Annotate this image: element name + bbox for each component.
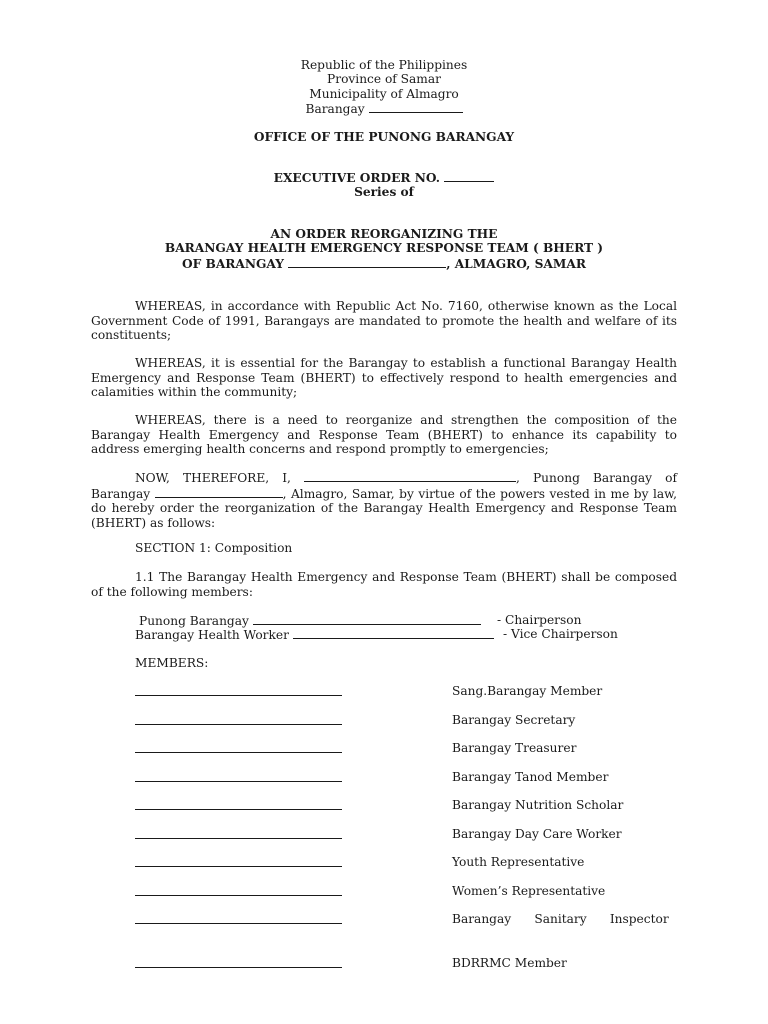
member-role: Barangay Sanitary Inspector [452, 912, 669, 926]
series-line: Series of [354, 185, 414, 199]
member-role: Barangay Treasurer [452, 741, 577, 755]
order-title-line2: BARANGAY HEALTH EMERGENCY RESPONSE TEAM ( BHERT ) [164, 241, 604, 255]
member-role: Barangay Day Care Worker [452, 827, 622, 841]
members-heading: MEMBERS: [135, 656, 209, 670]
officer-row-vice-chairperson [135, 627, 494, 643]
officer-role: - Chairperson [497, 613, 582, 627]
member-name-blank [135, 781, 342, 782]
member-role: Barangay Tanod Member [452, 770, 609, 784]
member-name-blank [135, 695, 342, 696]
now-therefore-post: , Almagro, Samar, by virtue of the powers vested in me by law, do hereby order the reorganization of the Barangay Health Emergency and Response Team (BHERT) as follows: [91, 486, 677, 530]
member-role: Youth Representative [452, 855, 585, 869]
member-name-blank [135, 724, 342, 725]
member-name-blank [135, 838, 342, 839]
barangay-name-blank [369, 101, 463, 113]
whereas-clause-2: WHEREAS, it is essential for the Barangay to establish a functional Barangay Health Emergency and Response Team (BHERT) to effectively respond to health emergencies and calamities within the community; [91, 356, 677, 400]
office-title: OFFICE OF THE PUNONG BARANGAY [253, 130, 515, 144]
executive-order-number [0, 170, 768, 186]
member-role: BDRRMC Member [452, 956, 567, 970]
officer-label: Barangay Health Worker [135, 628, 289, 642]
member-name-blank [135, 809, 342, 810]
member-role: Women’s Representative [452, 884, 606, 898]
member-name-blank [135, 866, 342, 867]
title-of-barangay: OF BARANGAY [182, 257, 284, 271]
whereas-clause-3: WHEREAS, there is a need to reorganize and strengthen the composition of the Barangay Health Emergency and Response Team (BHERT) to enhance its capability to address emerging health concerns and respond promptly to emergencies; [91, 413, 677, 457]
member-role: Barangay Nutrition Scholar [452, 798, 624, 812]
header-republic: Republic of the Philippines [300, 58, 468, 72]
punong-barangay-name-blank [304, 470, 516, 482]
section-1-text: 1.1 The Barangay Health Emergency and Response Team (BHERT) shall be composed of the following members: [91, 570, 677, 599]
now-therefore-pre: NOW, THEREFORE, I, [135, 471, 291, 485]
member-role: Sang.Barangay Member [452, 684, 603, 698]
section-1-heading: SECTION 1: Composition [135, 541, 293, 555]
officer-name-blank [293, 627, 494, 639]
title-almagro-samar: , ALMAGRO, SAMAR [446, 257, 586, 271]
member-name-blank [135, 752, 342, 753]
header-barangay-label: Barangay [305, 102, 365, 116]
barangay-blank [155, 486, 283, 498]
header-barangay [0, 101, 768, 117]
whereas-clause-1: WHEREAS, in accordance with Republic Act No. 7160, otherwise known as the Local Government Code of 1991, Barangays are mandated to promote the health and welfare of its constituents; [91, 299, 677, 343]
member-name-blank [135, 967, 342, 968]
order-title-line3 [0, 256, 768, 272]
officer-role: - Vice Chairperson [503, 627, 618, 641]
executive-order-label: EXECUTIVE ORDER NO. [273, 171, 441, 185]
member-name-blank [135, 923, 342, 924]
member-role: Barangay Secretary [452, 713, 576, 727]
officer-name-blank [253, 613, 481, 625]
order-number-blank [444, 170, 494, 182]
now-therefore-clause [91, 470, 677, 530]
member-name-blank [135, 895, 342, 896]
header-municipality: Municipality of Almagro [309, 87, 459, 101]
order-title-line1: AN ORDER REORGANIZING THE [270, 227, 498, 241]
officer-label: Punong Barangay [139, 614, 249, 628]
now-therefore-mid: , Punong Barangay of Barangay [91, 471, 678, 501]
header-province: Province of Samar [327, 72, 441, 86]
title-barangay-blank [288, 256, 446, 268]
